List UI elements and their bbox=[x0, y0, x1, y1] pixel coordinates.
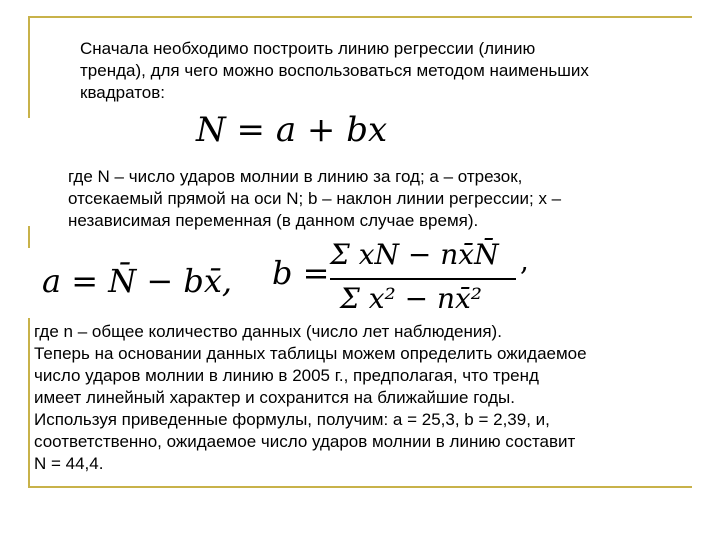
conclusion-line: Теперь на основании данных таблицы можем определить ожидаемое bbox=[34, 344, 587, 363]
definitions-line: независимая переменная (в данном случае время). bbox=[68, 211, 479, 230]
definitions-line: отсекаемый прямой на оси N; b – наклон линии регрессии; x – bbox=[68, 189, 562, 208]
regression-formula: N = a + bx bbox=[196, 110, 388, 150]
conclusion-line: Используя приведенные формулы, получим: a = 25,3, b = 2,39, и, bbox=[34, 410, 550, 429]
slope-formula-lhs: b = bbox=[272, 254, 330, 292]
left-border-line-top bbox=[28, 16, 30, 118]
slope-formula-comma: , bbox=[520, 244, 529, 277]
conclusion-paragraph bbox=[34, 321, 694, 475]
fraction-bar bbox=[330, 278, 516, 280]
intro-line: квадратов: bbox=[80, 83, 165, 102]
bottom-border-line bbox=[28, 486, 692, 488]
slope-formula-numerator: Σ xN − nx̄N̄ bbox=[330, 238, 499, 271]
intro-line: тренда), для чего можно воспользоваться методом наименьших bbox=[80, 61, 589, 80]
conclusion-line: число ударов молнии в линию в 2005 г., предполагая, что тренд bbox=[34, 366, 539, 385]
intro-paragraph bbox=[44, 38, 684, 104]
intro-line: Сначала необходимо построить линию регрессии (линию bbox=[80, 39, 536, 58]
conclusion-line: имеет линейный характер и сохранится на ближайшие годы. bbox=[34, 388, 515, 407]
definitions-paragraph bbox=[34, 166, 694, 232]
definitions-line: где N – число ударов молнии в линию за год; a – отрезок, bbox=[68, 167, 523, 186]
intercept-formula: a = N̄ − bx̄, bbox=[42, 262, 233, 300]
conclusion-line: соответственно, ожидаемое число ударов молнии в линию составит bbox=[34, 432, 576, 451]
slope-formula bbox=[272, 238, 542, 316]
slope-formula-denominator: Σ x² − nx̄² bbox=[340, 282, 483, 315]
top-border-line bbox=[28, 16, 692, 18]
conclusion-line: N = 44,4. bbox=[34, 454, 104, 473]
left-border-line-middle bbox=[28, 226, 30, 248]
conclusion-line: где n – общее количество данных (число лет наблюдения). bbox=[34, 322, 502, 341]
left-border-line-bottom bbox=[28, 318, 30, 488]
